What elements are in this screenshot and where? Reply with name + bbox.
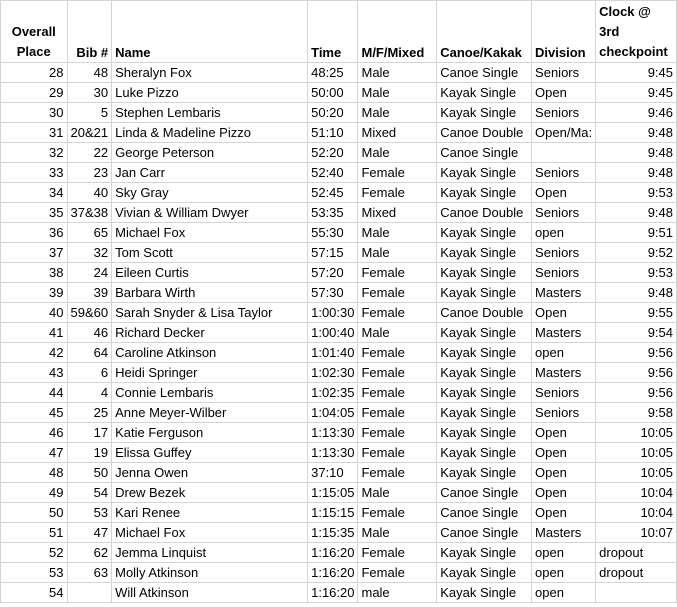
cell-name[interactable]: Anne Meyer-Wilber [112,403,308,423]
cell-time[interactable]: 1:15:35 [308,523,358,543]
cell-name[interactable]: Eileen Curtis [112,263,308,283]
cell-place[interactable]: 46 [1,423,68,443]
cell-clock[interactable]: 9:48 [596,283,677,303]
header-mf[interactable]: M/F/Mixed [358,1,437,63]
cell-place[interactable]: 37 [1,243,68,263]
cell-time[interactable]: 1:13:30 [308,423,358,443]
cell-mf[interactable]: Male [358,63,437,83]
cell-mf[interactable]: Female [358,443,437,463]
cell-clock[interactable]: 10:05 [596,423,677,443]
table-row [1,383,677,403]
cell-division[interactable]: open [532,223,596,243]
cell-clock[interactable]: 9:53 [596,263,677,283]
cell-clock[interactable]: 10:05 [596,463,677,483]
cell-division[interactable]: Masters [532,523,596,543]
cell-mf[interactable]: Female [358,403,437,423]
cell-bib[interactable]: 32 [67,243,112,263]
cell-boat[interactable]: Canoe Double [437,203,532,223]
cell-place[interactable]: 51 [1,523,68,543]
cell-clock[interactable]: 10:04 [596,483,677,503]
cell-time[interactable]: 1:02:30 [308,363,358,383]
cell-name[interactable]: Elissa Guffey [112,443,308,463]
table-row [1,63,677,83]
cell-bib[interactable]: 64 [67,343,112,363]
table-row [1,503,677,523]
cell-division[interactable]: open [532,543,596,563]
cell-place[interactable]: 32 [1,143,68,163]
cell-bib[interactable]: 46 [67,323,112,343]
cell-boat[interactable]: Kayak Single [437,283,532,303]
cell-name[interactable]: Linda & Madeline Pizzo [112,123,308,143]
cell-place[interactable]: 47 [1,443,68,463]
cell-bib[interactable]: 6 [67,363,112,383]
cell-boat[interactable]: Kayak Single [437,83,532,103]
cell-bib[interactable]: 19 [67,443,112,463]
cell-clock[interactable]: dropout [596,543,677,563]
cell-time[interactable]: 52:20 [308,143,358,163]
header-place[interactable]: Overall Place [1,1,68,63]
cell-clock[interactable]: 9:45 [596,83,677,103]
cell-boat[interactable]: Canoe Single [437,143,532,163]
header-time[interactable]: Time [308,1,358,63]
cell-clock[interactable]: 9:56 [596,343,677,363]
cell-time[interactable]: 1:16:20 [308,583,358,603]
cell-name[interactable]: Kari Renee [112,503,308,523]
table-row [1,563,677,583]
cell-time[interactable]: 55:30 [308,223,358,243]
table-row [1,143,677,163]
cell-clock[interactable]: 9:48 [596,143,677,163]
cell-place[interactable]: 36 [1,223,68,243]
cell-mf[interactable]: Male [358,223,437,243]
cell-place[interactable]: 52 [1,543,68,563]
cell-bib[interactable]: 62 [67,543,112,563]
cell-division[interactable]: Seniors [532,163,596,183]
cell-place[interactable]: 31 [1,123,68,143]
cell-time[interactable]: 1:00:30 [308,303,358,323]
table-row [1,203,677,223]
cell-mf[interactable]: Female [358,303,437,323]
cell-mf[interactable]: Female [358,263,437,283]
cell-place[interactable]: 28 [1,63,68,83]
cell-clock[interactable]: 9:56 [596,363,677,383]
cell-mf[interactable]: Female [358,363,437,383]
cell-bib[interactable]: 20&21 [67,123,112,143]
cell-place[interactable]: 39 [1,283,68,303]
cell-mf[interactable]: Female [358,503,437,523]
cell-division[interactable]: Seniors [532,383,596,403]
cell-bib[interactable]: 47 [67,523,112,543]
cell-name[interactable]: Sheralyn Fox [112,63,308,83]
cell-clock[interactable]: 9:45 [596,63,677,83]
cell-mf[interactable]: Male [358,523,437,543]
cell-clock[interactable]: 9:48 [596,203,677,223]
cell-boat[interactable]: Kayak Single [437,363,532,383]
cell-bib[interactable]: 30 [67,83,112,103]
cell-mf[interactable]: Mixed [358,203,437,223]
cell-boat[interactable]: Canoe Double [437,303,532,323]
cell-boat[interactable]: Kayak Single [437,543,532,563]
cell-time[interactable]: 48:25 [308,63,358,83]
cell-time[interactable]: 1:04:05 [308,403,358,423]
cell-place[interactable]: 49 [1,483,68,503]
cell-bib[interactable]: 25 [67,403,112,423]
cell-mf[interactable]: Male [358,483,437,503]
cell-mf[interactable]: Male [358,143,437,163]
cell-place[interactable]: 35 [1,203,68,223]
cell-boat[interactable]: Kayak Single [437,423,532,443]
cell-place[interactable]: 42 [1,343,68,363]
cell-place[interactable]: 30 [1,103,68,123]
cell-division[interactable]: Open [532,443,596,463]
cell-boat[interactable]: Kayak Single [437,323,532,343]
cell-division[interactable]: Seniors [532,263,596,283]
table-row [1,403,677,423]
cell-clock[interactable]: 9:52 [596,243,677,263]
cell-mf[interactable]: Female [358,563,437,583]
cell-division[interactable]: Open [532,423,596,443]
cell-boat[interactable]: Kayak Single [437,103,532,123]
cell-boat[interactable]: Kayak Single [437,263,532,283]
cell-mf[interactable]: Female [358,163,437,183]
cell-bib[interactable] [67,583,112,603]
cell-mf[interactable]: Female [358,283,437,303]
cell-place[interactable]: 44 [1,383,68,403]
cell-place[interactable]: 53 [1,563,68,583]
cell-clock[interactable]: 9:53 [596,183,677,203]
cell-place[interactable]: 45 [1,403,68,423]
cell-mf[interactable]: Male [358,323,437,343]
header-clock[interactable]: Clock @ 3rd checkpoint [596,1,677,63]
cell-name[interactable]: Connie Lembaris [112,383,308,403]
cell-name[interactable]: Sarah Snyder & Lisa Taylor [112,303,308,323]
cell-time[interactable]: 1:13:30 [308,443,358,463]
cell-division[interactable]: Seniors [532,403,596,423]
cell-time[interactable]: 1:15:05 [308,483,358,503]
cell-division[interactable]: Open/Ma: [532,123,596,143]
cell-division[interactable]: Open [532,183,596,203]
cell-clock[interactable]: 10:04 [596,503,677,523]
cell-mf[interactable]: Male [358,83,437,103]
cell-bib[interactable]: 24 [67,263,112,283]
cell-time[interactable]: 52:45 [308,183,358,203]
cell-place[interactable]: 43 [1,363,68,383]
table-row [1,303,677,323]
table-row [1,363,677,383]
cell-bib[interactable]: 59&60 [67,303,112,323]
cell-boat[interactable]: Canoe Double [437,123,532,143]
cell-mf[interactable]: Male [358,103,437,123]
table-row [1,283,677,303]
cell-name[interactable]: Drew Bezek [112,483,308,503]
cell-bib[interactable]: 65 [67,223,112,243]
cell-mf[interactable]: Female [358,343,437,363]
cell-time[interactable]: 57:20 [308,263,358,283]
header-bib[interactable]: Bib # [67,1,112,63]
cell-place[interactable]: 38 [1,263,68,283]
cell-mf[interactable]: Male [358,243,437,263]
cell-time[interactable]: 1:15:15 [308,503,358,523]
cell-name[interactable]: Vivian & William Dwyer [112,203,308,223]
cell-place[interactable]: 34 [1,183,68,203]
cell-division[interactable]: Open [532,503,596,523]
cell-boat[interactable]: Canoe Single [437,523,532,543]
cell-boat[interactable]: Kayak Single [437,403,532,423]
cell-division[interactable]: Open [532,303,596,323]
cell-time[interactable]: 53:35 [308,203,358,223]
cell-name[interactable]: Jan Carr [112,163,308,183]
cell-time[interactable]: 52:40 [308,163,358,183]
cell-clock[interactable]: 10:05 [596,443,677,463]
cell-clock[interactable]: 9:56 [596,383,677,403]
cell-name[interactable]: Luke Pizzo [112,83,308,103]
header-row [1,1,677,63]
cell-time[interactable]: 50:20 [308,103,358,123]
cell-bib[interactable]: 37&38 [67,203,112,223]
header-boat[interactable]: Canoe/Kakak [437,1,532,63]
cell-boat[interactable]: Kayak Single [437,583,532,603]
cell-mf[interactable]: Female [358,183,437,203]
header-division[interactable]: Division [532,1,596,63]
cell-name[interactable]: Michael Fox [112,523,308,543]
cell-name[interactable]: Sky Gray [112,183,308,203]
cell-division[interactable]: open [532,583,596,603]
cell-bib[interactable]: 39 [67,283,112,303]
cell-time[interactable]: 50:00 [308,83,358,103]
cell-boat[interactable]: Canoe Single [437,503,532,523]
cell-place[interactable]: 41 [1,323,68,343]
cell-bib[interactable]: 50 [67,463,112,483]
cell-name[interactable]: Katie Ferguson [112,423,308,443]
table-row [1,443,677,463]
cell-mf[interactable]: Female [358,463,437,483]
cell-bib[interactable]: 54 [67,483,112,503]
cell-bib[interactable]: 5 [67,103,112,123]
cell-division[interactable]: Masters [532,363,596,383]
cell-mf[interactable]: Female [358,543,437,563]
cell-boat[interactable]: Kayak Single [437,463,532,483]
cell-time[interactable]: 57:30 [308,283,358,303]
cell-boat[interactable]: Kayak Single [437,563,532,583]
cell-mf[interactable]: Female [358,423,437,443]
table-row [1,123,677,143]
table-row [1,223,677,243]
cell-division[interactable]: Masters [532,323,596,343]
cell-time[interactable]: 1:01:40 [308,343,358,363]
cell-bib[interactable]: 4 [67,383,112,403]
table-row [1,243,677,263]
cell-bib[interactable]: 53 [67,503,112,523]
table-row [1,483,677,503]
cell-name[interactable]: Will Atkinson [112,583,308,603]
table-row [1,463,677,483]
cell-clock[interactable]: 9:54 [596,323,677,343]
cell-clock[interactable]: dropout [596,563,677,583]
cell-name[interactable]: Heidi Springer [112,363,308,383]
table-row [1,343,677,363]
table-row [1,523,677,543]
cell-clock[interactable]: 9:51 [596,223,677,243]
cell-place[interactable]: 48 [1,463,68,483]
cell-time[interactable]: 51:10 [308,123,358,143]
cell-division[interactable]: Seniors [532,203,596,223]
table-row [1,263,677,283]
table-row [1,323,677,343]
cell-mf[interactable]: Female [358,383,437,403]
cell-division[interactable]: Open [532,83,596,103]
cell-division[interactable]: Seniors [532,243,596,263]
cell-clock[interactable]: 9:58 [596,403,677,423]
cell-bib[interactable]: 40 [67,183,112,203]
cell-bib[interactable]: 23 [67,163,112,183]
cell-clock[interactable]: 9:46 [596,103,677,123]
cell-clock[interactable] [596,583,677,603]
cell-boat[interactable]: Canoe Single [437,63,532,83]
cell-time[interactable]: 37:10 [308,463,358,483]
table-row [1,543,677,563]
cell-time[interactable]: 1:16:20 [308,563,358,583]
cell-place[interactable]: 29 [1,83,68,103]
cell-division[interactable]: open [532,343,596,363]
table-row [1,583,677,603]
table-row [1,163,677,183]
cell-division[interactable]: Masters [532,283,596,303]
cell-bib[interactable]: 63 [67,563,112,583]
cell-boat[interactable]: Kayak Single [437,243,532,263]
cell-division[interactable]: Seniors [532,63,596,83]
cell-name[interactable]: Molly Atkinson [112,563,308,583]
cell-place[interactable]: 54 [1,583,68,603]
cell-name[interactable]: Jemma Linquist [112,543,308,563]
cell-name[interactable]: Richard Decker [112,323,308,343]
cell-boat[interactable]: Kayak Single [437,443,532,463]
cell-name[interactable]: George Peterson [112,143,308,163]
cell-clock[interactable]: 9:48 [596,123,677,143]
cell-name[interactable]: Tom Scott [112,243,308,263]
cell-time[interactable]: 57:15 [308,243,358,263]
cell-name[interactable]: Caroline Atkinson [112,343,308,363]
cell-division[interactable]: Open [532,483,596,503]
cell-name[interactable]: Stephen Lembaris [112,103,308,123]
table-row [1,183,677,203]
cell-bib[interactable]: 22 [67,143,112,163]
table-row [1,83,677,103]
cell-name[interactable]: Michael Fox [112,223,308,243]
cell-clock[interactable]: 10:07 [596,523,677,543]
cell-time[interactable]: 1:02:35 [308,383,358,403]
cell-division[interactable]: open [532,563,596,583]
cell-time[interactable]: 1:16:20 [308,543,358,563]
table-row [1,103,677,123]
cell-boat[interactable]: Canoe Single [437,483,532,503]
cell-boat[interactable]: Kayak Single [437,163,532,183]
cell-mf[interactable]: Mixed [358,123,437,143]
cell-mf[interactable]: male [358,583,437,603]
cell-boat[interactable]: Kayak Single [437,223,532,243]
cell-boat[interactable]: Kayak Single [437,183,532,203]
cell-clock[interactable]: 9:55 [596,303,677,323]
cell-boat[interactable]: Kayak Single [437,343,532,363]
cell-place[interactable]: 33 [1,163,68,183]
cell-division[interactable]: Open [532,463,596,483]
table-row [1,423,677,443]
cell-division[interactable] [532,143,596,163]
cell-name[interactable]: Jenna Owen [112,463,308,483]
cell-place[interactable]: 40 [1,303,68,323]
cell-bib[interactable]: 17 [67,423,112,443]
cell-time[interactable]: 1:00:40 [308,323,358,343]
cell-name[interactable]: Barbara Wirth [112,283,308,303]
cell-clock[interactable]: 9:48 [596,163,677,183]
cell-bib[interactable]: 48 [67,63,112,83]
cell-division[interactable]: Seniors [532,103,596,123]
header-name[interactable]: Name [112,1,308,63]
cell-boat[interactable]: Kayak Single [437,383,532,403]
cell-place[interactable]: 50 [1,503,68,523]
